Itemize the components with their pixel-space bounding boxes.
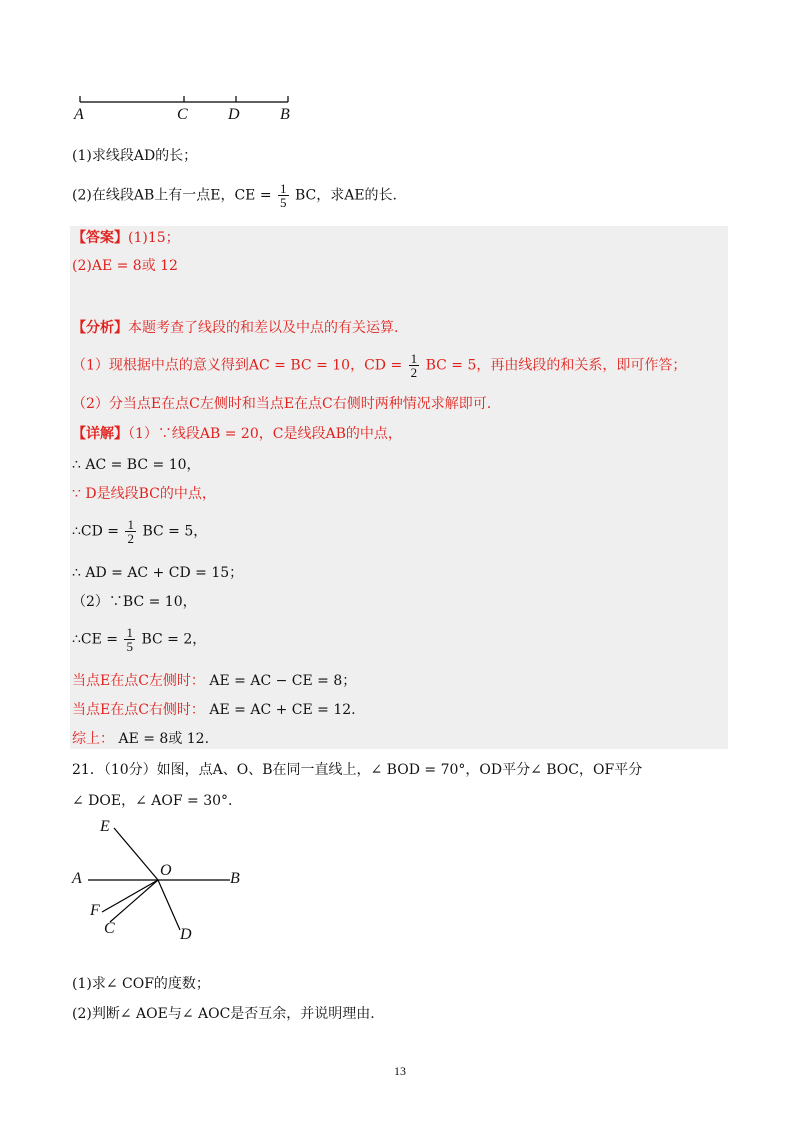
q20-part1: (1)求线段AD的长； — [72, 148, 198, 164]
point-label-d: D — [228, 106, 240, 123]
fraction — [278, 182, 289, 209]
point-label-b: B — [230, 870, 240, 887]
q21-part2: (2)判断∠ AOE与∠ AOC是否互余，并说明理由. — [72, 1006, 375, 1022]
answer-tag: 【答案】 — [72, 230, 128, 246]
fraction-num: 1 — [410, 351, 418, 366]
q21-part1: (1)求∠ COF的度数； — [72, 976, 210, 992]
detail-d7-prefix: ∴CE = — [72, 631, 119, 648]
answer-1: (1)15； — [128, 230, 180, 246]
analysis-line2: （2）分当点E在点C左侧时和当点E在点C右侧时两种情况求解即可. — [72, 396, 492, 412]
detail-d1: （1）∵线段AB = 20，C是线段AB的中点， — [128, 426, 402, 442]
detail-d9 — [72, 700, 356, 720]
detail-d10 — [72, 729, 209, 749]
analysis-line0 — [72, 318, 398, 338]
point-label-c: C — [104, 920, 115, 937]
detail-d5: ∴ AD = AC + CD = 15； — [72, 565, 244, 581]
detail-d10-math: AE = 8或 12. — [118, 731, 210, 747]
analysis-text0: 本题考查了线段的和差以及中点的有关运算. — [128, 320, 399, 336]
analysis-tag: 【分析】 — [72, 320, 128, 336]
detail-d7 — [72, 626, 206, 653]
fraction-num: 1 — [127, 517, 134, 532]
q20-part2-suffix: BC，求AE的长. — [294, 187, 398, 204]
detail-line1 — [72, 424, 402, 444]
fraction — [124, 626, 135, 653]
answer-line1 — [72, 228, 180, 248]
q20-part2-prefix: (2)在线段AB上有一点E，CE = — [72, 187, 272, 204]
detail-d6: （2）∵BC = 10， — [72, 594, 197, 610]
point-label-f: F — [90, 902, 100, 919]
point-label-o: O — [160, 862, 172, 879]
fraction-num: 1 — [280, 181, 287, 196]
q21-line1: 21．（10分）如图，点A、O、B在同一直线上，∠ BOD = 70°，OD平分∠ BOC，OF平分 — [72, 762, 643, 778]
detail-d10-text: 综上： — [72, 731, 114, 747]
detail-d8-math: AE = AC − CE = 8； — [209, 673, 357, 689]
fraction-den: 5 — [280, 195, 287, 210]
q20-part2 — [72, 182, 397, 209]
point-label-d: D — [180, 926, 192, 943]
fraction — [409, 352, 420, 379]
point-label-b: B — [280, 106, 290, 123]
angle-figure — [70, 818, 260, 948]
detail-d4-prefix: ∴CD = — [72, 523, 120, 540]
fraction-num: 1 — [126, 625, 133, 640]
q21-line2: ∠ DOE，∠ AOF = 30°. — [72, 793, 233, 809]
detail-d8 — [72, 671, 356, 691]
analysis-line1-prefix: （1）现根据中点的意义得到AC = BC = 10，CD = — [72, 357, 403, 374]
point-label-a: A — [72, 870, 82, 887]
segment-figure — [70, 90, 300, 130]
fraction-den: 5 — [126, 639, 133, 654]
answer-2: (2)AE = 8或 12 — [72, 258, 178, 274]
detail-d4 — [72, 518, 207, 545]
analysis-line1-suffix: BC = 5，再由线段的和关系，即可作答； — [425, 357, 687, 374]
detail-tag: 【详解】 — [72, 426, 128, 442]
fraction — [125, 518, 136, 545]
detail-d8-text: 当点E在点C左侧时： — [72, 673, 205, 689]
detail-d3: ∵ D是线段BC的中点， — [72, 486, 216, 502]
detail-d4-suffix: BC = 5， — [142, 523, 208, 540]
detail-d9-text: 当点E在点C右侧时： — [72, 702, 205, 718]
point-label-c: C — [177, 106, 188, 123]
fraction-den: 2 — [410, 365, 418, 380]
point-label-e: E — [100, 818, 110, 835]
analysis-line1 — [72, 352, 686, 379]
detail-d9-math: AE = AC + CE = 12. — [209, 702, 356, 718]
point-label-a: A — [74, 106, 84, 123]
detail-d2: ∴ AC = BC = 10， — [72, 457, 201, 473]
detail-d7-suffix: BC = 2， — [141, 631, 207, 648]
page-number: 13 — [394, 1064, 406, 1078]
fraction-den: 2 — [127, 531, 134, 546]
